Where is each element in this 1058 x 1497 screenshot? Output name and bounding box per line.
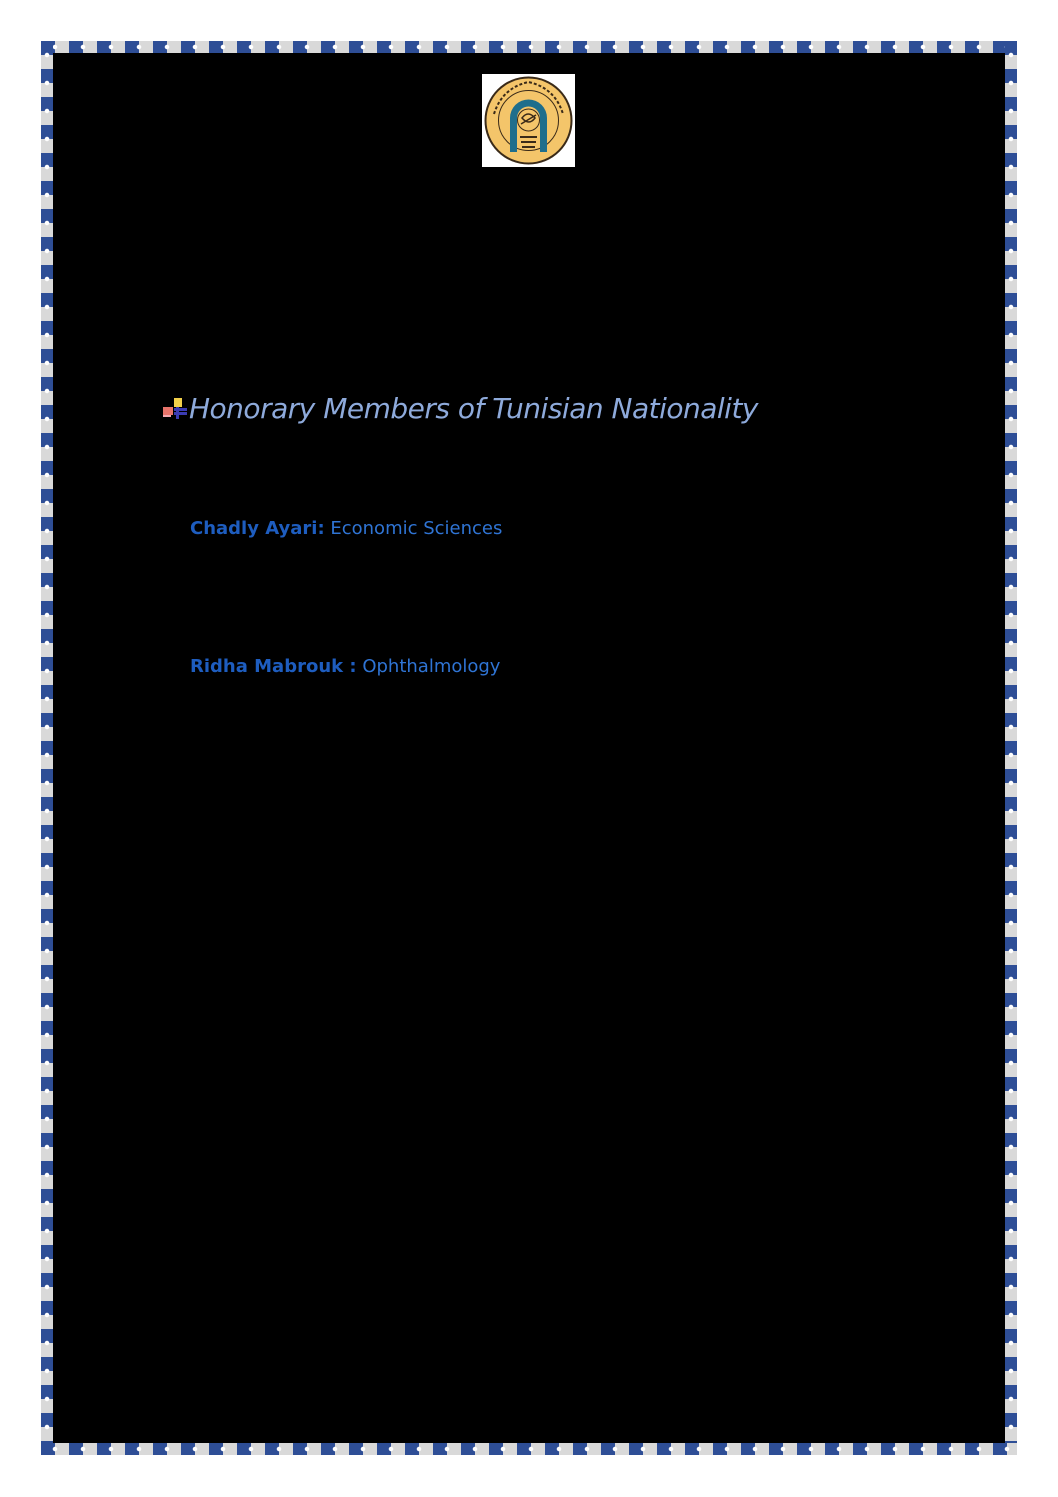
page-content-area xyxy=(53,53,1005,1443)
academy-seal-logo xyxy=(482,74,575,167)
page-border-left xyxy=(41,41,53,1455)
member-link-ridha-mabrouk[interactable] xyxy=(190,656,500,677)
section-heading xyxy=(159,392,758,425)
seal-icon xyxy=(482,74,575,167)
heading-title: Honorary Members of Tunisian Nationality xyxy=(189,392,758,425)
page-border-right xyxy=(1005,41,1017,1455)
member-link-chadly-ayari[interactable] xyxy=(190,518,502,539)
member-name: Ridha Mabrouk : xyxy=(190,656,357,677)
member-field: Economic Sciences xyxy=(324,518,503,539)
colored-squares-bullet-icon xyxy=(159,394,189,424)
member-field: Ophthalmology xyxy=(356,656,501,677)
member-name: Chadly Ayari: xyxy=(190,518,325,539)
page-border-top xyxy=(41,41,1017,53)
page-border-bottom xyxy=(41,1443,1017,1455)
